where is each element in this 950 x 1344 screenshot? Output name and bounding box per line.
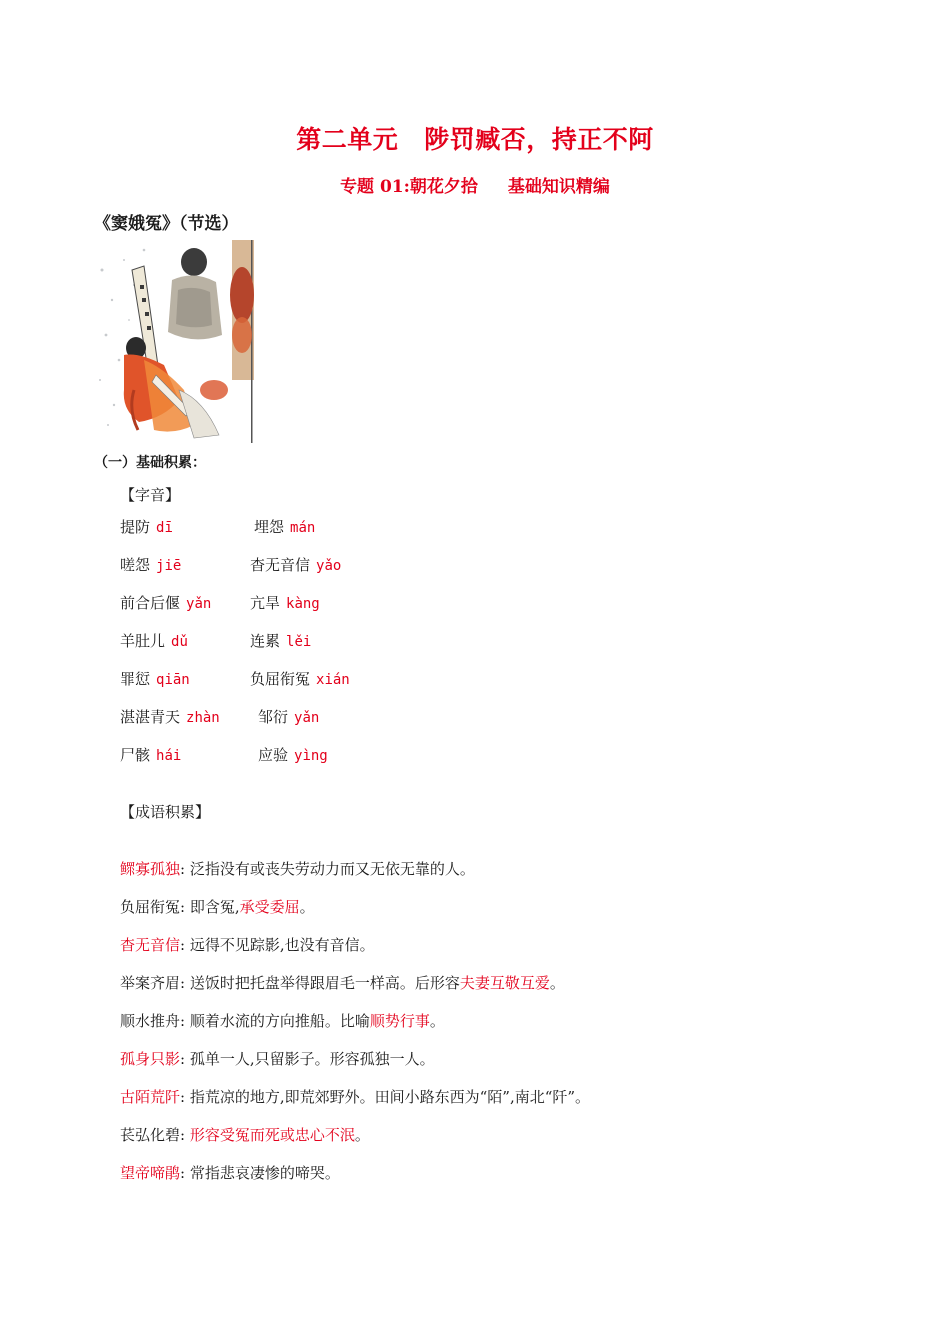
idiom-term: 顺水推舟 bbox=[120, 1012, 181, 1030]
idiom-definition: 即含冤, bbox=[189, 898, 240, 916]
subtitle-topic: 专题 01:朝花夕拾 bbox=[340, 177, 478, 197]
idiom-term: 负屈衔冤 bbox=[120, 898, 181, 916]
idiom-definition: 承受委屈 bbox=[239, 898, 300, 916]
list-item: 埋怨 mán bbox=[254, 518, 316, 536]
idiom-term: 古陌荒阡 bbox=[120, 1088, 181, 1106]
page-subtitle bbox=[0, 172, 950, 197]
idiom-definition: 泛指没有或丧失劳动力而又无依无靠的人。 bbox=[189, 860, 475, 878]
list-item: 邹衍 yǎn bbox=[258, 708, 320, 726]
list-item: 尸骸 hái bbox=[120, 746, 182, 764]
page-title bbox=[0, 120, 950, 156]
idiom-term: 鳏寡孤独 bbox=[120, 860, 181, 878]
idiom-definition: 送饭时把托盘举得跟眉毛一样高。后形容 bbox=[189, 974, 460, 992]
idiom-definition: 。 bbox=[549, 974, 565, 992]
idiom-row bbox=[120, 1162, 340, 1183]
title-theme: 陟罚臧否，持正不阿 bbox=[424, 125, 654, 154]
idiom-definition: 。 bbox=[354, 1126, 370, 1144]
idiom-definition: 形容受冤而死或忠心不泯 bbox=[189, 1126, 355, 1144]
section-title: 《窦娥冤》（节选） bbox=[94, 214, 239, 234]
idiom-separator: : bbox=[180, 1126, 190, 1144]
idiom-row bbox=[120, 896, 315, 917]
list-item: 嗟怨 jiē bbox=[120, 556, 182, 574]
basic-accumulation-heading: （一）基础积累： bbox=[94, 455, 206, 471]
idiom-term: 举案齐眉 bbox=[120, 974, 181, 992]
idiom-row bbox=[120, 934, 375, 955]
idiom-separator: : bbox=[180, 1050, 190, 1068]
idiom-separator: : bbox=[180, 898, 190, 916]
idiom-definition: 。 bbox=[299, 898, 315, 916]
idiom-definition: 顺势行事 bbox=[369, 1012, 430, 1030]
idiom-row bbox=[120, 1124, 370, 1145]
list-item: 亢旱 kàng bbox=[250, 594, 320, 612]
list-item: 提防 dī bbox=[120, 518, 173, 536]
idiom-separator: : bbox=[180, 860, 190, 878]
list-item: 罪愆 qiān bbox=[120, 670, 190, 688]
idiom-row bbox=[120, 1086, 590, 1107]
idiom-definition: 顺着水流的方向推船。比喻 bbox=[189, 1012, 370, 1030]
idiom-separator: : bbox=[180, 974, 190, 992]
idiom-definition: 孤单一人,只留影子。形容孤独一人。 bbox=[189, 1050, 435, 1068]
list-item: 负屈衔冤 xián bbox=[250, 670, 350, 688]
idiom-row bbox=[120, 1010, 445, 1031]
idiom-row bbox=[120, 858, 475, 879]
idiom-term: 杳无音信 bbox=[120, 936, 181, 954]
idiom-separator: : bbox=[180, 1012, 190, 1030]
idiom-definition: 。 bbox=[429, 1012, 445, 1030]
list-item: 应验 yìng bbox=[258, 746, 328, 764]
idiom-definition: 常指悲哀凄惨的啼哭。 bbox=[189, 1164, 340, 1182]
title-unit: 第二单元 bbox=[296, 125, 399, 154]
list-item: 前合后偃 yǎn bbox=[120, 594, 212, 612]
list-item: 湛湛青天 zhàn bbox=[120, 708, 220, 726]
subtitle-desc: 基础知识精编 bbox=[507, 177, 610, 197]
idiom-term: 苌弘化碧 bbox=[120, 1126, 181, 1144]
idiom-row bbox=[120, 1048, 435, 1069]
idiom-definition: 指荒凉的地方,即荒郊野外。田间小路东西为“陌”,南北“阡”。 bbox=[189, 1088, 591, 1106]
idiom-row bbox=[120, 972, 565, 993]
idiom-term: 孤身只影 bbox=[120, 1050, 181, 1068]
pronunciation-label: 【字音】 bbox=[120, 486, 181, 504]
list-item: 杳无音信 yǎo bbox=[250, 556, 342, 574]
idiom-separator: : bbox=[180, 1088, 190, 1106]
list-item: 羊肚儿 dǔ bbox=[120, 632, 188, 650]
idiom-definition: 远得不见踪影,也没有音信。 bbox=[189, 936, 375, 954]
idiom-separator: : bbox=[180, 1164, 190, 1182]
idiom-term: 望帝啼鹃 bbox=[120, 1164, 181, 1182]
idioms-label: 【成语积累】 bbox=[120, 803, 211, 821]
idiom-definition: 夫妻互敬互爱 bbox=[459, 974, 550, 992]
dou-e-illustration bbox=[94, 240, 254, 443]
list-item: 连累 lěi bbox=[250, 632, 312, 650]
idiom-separator: : bbox=[180, 936, 190, 954]
